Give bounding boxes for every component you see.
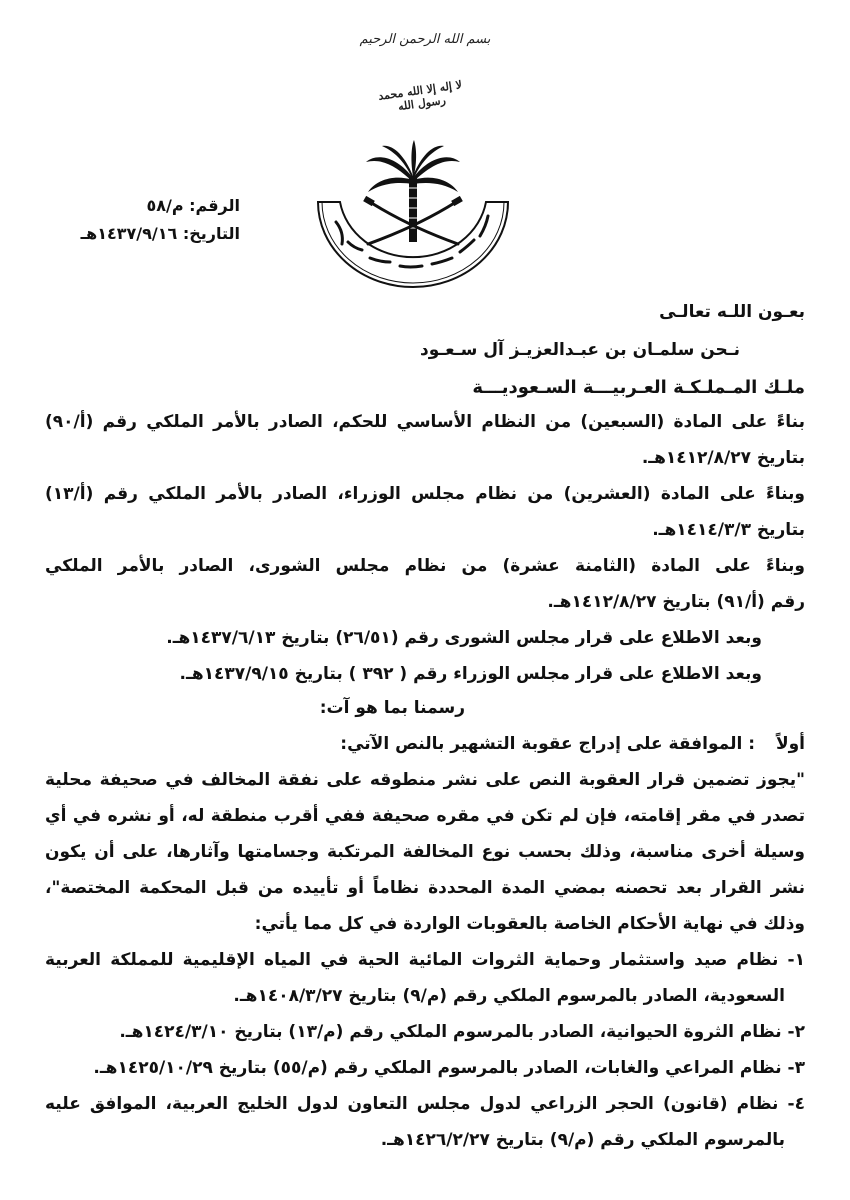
preamble-line-8: وبعد الاطلاع على قرار مجلس الوزراء رقم ( ٣٩٢ ) بتاريخ ١٤٣٧/٩/١٥هـ. (179, 664, 762, 684)
article-text-line-4: نشر القرار بعد تحصنه بمضي المدة المحددة نظاماً أو تأييده من قبل المحكمة المختصة"، (45, 878, 805, 898)
intro-line-3: ملـك المـملـكـة العـربيـــة السـعوديـــة (472, 377, 805, 398)
article-text-line-3: وسيلة أخرى مناسبة، وذلك بحسب نوع المخالفة المرتكبة وجسامتها وآثارها، على أن يكون (45, 842, 805, 862)
article-text-line-2: تصدر في مقر إقامته، فإن لم تكن في مقره صحيفة ففي أقرب منطقة له، أو نشره في أي (45, 806, 805, 826)
preamble-line-3: وبناءً على المادة (العشرين) من نظام مجلس الوزراء، الصادر بالأمر الملكي رقم (أ/١٣) (45, 484, 805, 504)
intro-line-1: بعـون اللـه تعالـى (659, 302, 805, 322)
reference-number: الرقم: م/٥٨ (146, 196, 240, 215)
reference-block (60, 192, 240, 248)
preamble-line-1: بناءً على المادة (السبعين) من النظام الأساسي للحكم، الصادر بالأمر الملكي رقم (أ/٩٠) (45, 412, 805, 432)
intro-line-2: نـحن سلمـان بن عبـدالعزيـز آل سـعـود (419, 340, 740, 360)
preamble-line-9: رسمنا بما هو آت: (319, 698, 465, 718)
preamble-line-7: وبعد الاطلاع على قرار مجلس الشورى رقم (٢٦/٥١) بتاريخ ١٤٣٧/٦/١٣هـ. (166, 628, 762, 648)
basmala-calligraphy: بسم الله الرحمن الرحيم (359, 32, 491, 47)
article-text-line-1: "يجوز تضمين قرار العقوبة النص على نشر منطوقه على نفقة المخالف في صحيفة محلية (45, 770, 805, 790)
list-item-4-cont: بالمرسوم الملكي رقم (م/٩) بتاريخ ١٤٢٦/٢/٢٧هـ. (380, 1130, 785, 1150)
preamble-line-2: بتاريخ ١٤١٢/٨/٢٧هـ. (641, 448, 805, 468)
saudi-emblem-icon (308, 140, 518, 290)
preamble-line-5: وبناءً على المادة (الثامنة عشرة) من نظام مجلس الشورى، الصادر بالأمر الملكي (45, 556, 805, 576)
article-one-heading: : الموافقة على إدراج عقوبة التشهير بالنص الآتي: (340, 734, 755, 754)
list-item-3: ٣- نظام المراعي والغابات، الصادر بالمرسوم الملكي رقم (م/٥٥) بتاريخ ١٤٢٥/١٠/٢٩هـ. (93, 1058, 805, 1078)
list-item-2: ٢- نظام الثروة الحيوانية، الصادر بالمرسوم الملكي رقم (م/١٣) بتاريخ ١٤٢٤/٣/١٠هـ. (119, 1022, 805, 1042)
decree-date: التاريخ: ١٤٣٧/٩/١٦هـ (80, 224, 240, 243)
list-item-1-cont: السعودية، الصادر بالمرسوم الملكي رقم (م/٩) بتاريخ ١٤٠٨/٣/٢٧هـ. (233, 986, 785, 1006)
shahada-calligraphy: لا إله إلا الله محمد رسول الله (377, 78, 463, 114)
preamble-line-6: رقم (أ/٩١) بتاريخ ١٤١٢/٨/٢٧هـ. (547, 592, 805, 612)
list-item-4: ٤- نظام (قانون) الحجر الزراعي لدول مجلس التعاون لدول الخليج العربية، الموافق عليه (45, 1094, 805, 1114)
list-item-1: ١- نظام صيد واستثمار وحماية الثروات المائية الحية في المياه الإقليمية للمملكة العربية (45, 950, 805, 970)
article-text-line-5: وذلك في نهاية الأحكام الخاصة بالعقوبات الواردة في كل مما يأتي: (254, 914, 805, 934)
preamble-line-4: بتاريخ ١٤١٤/٣/٣هـ. (652, 520, 805, 540)
article-one-label: أولاً (775, 734, 805, 754)
